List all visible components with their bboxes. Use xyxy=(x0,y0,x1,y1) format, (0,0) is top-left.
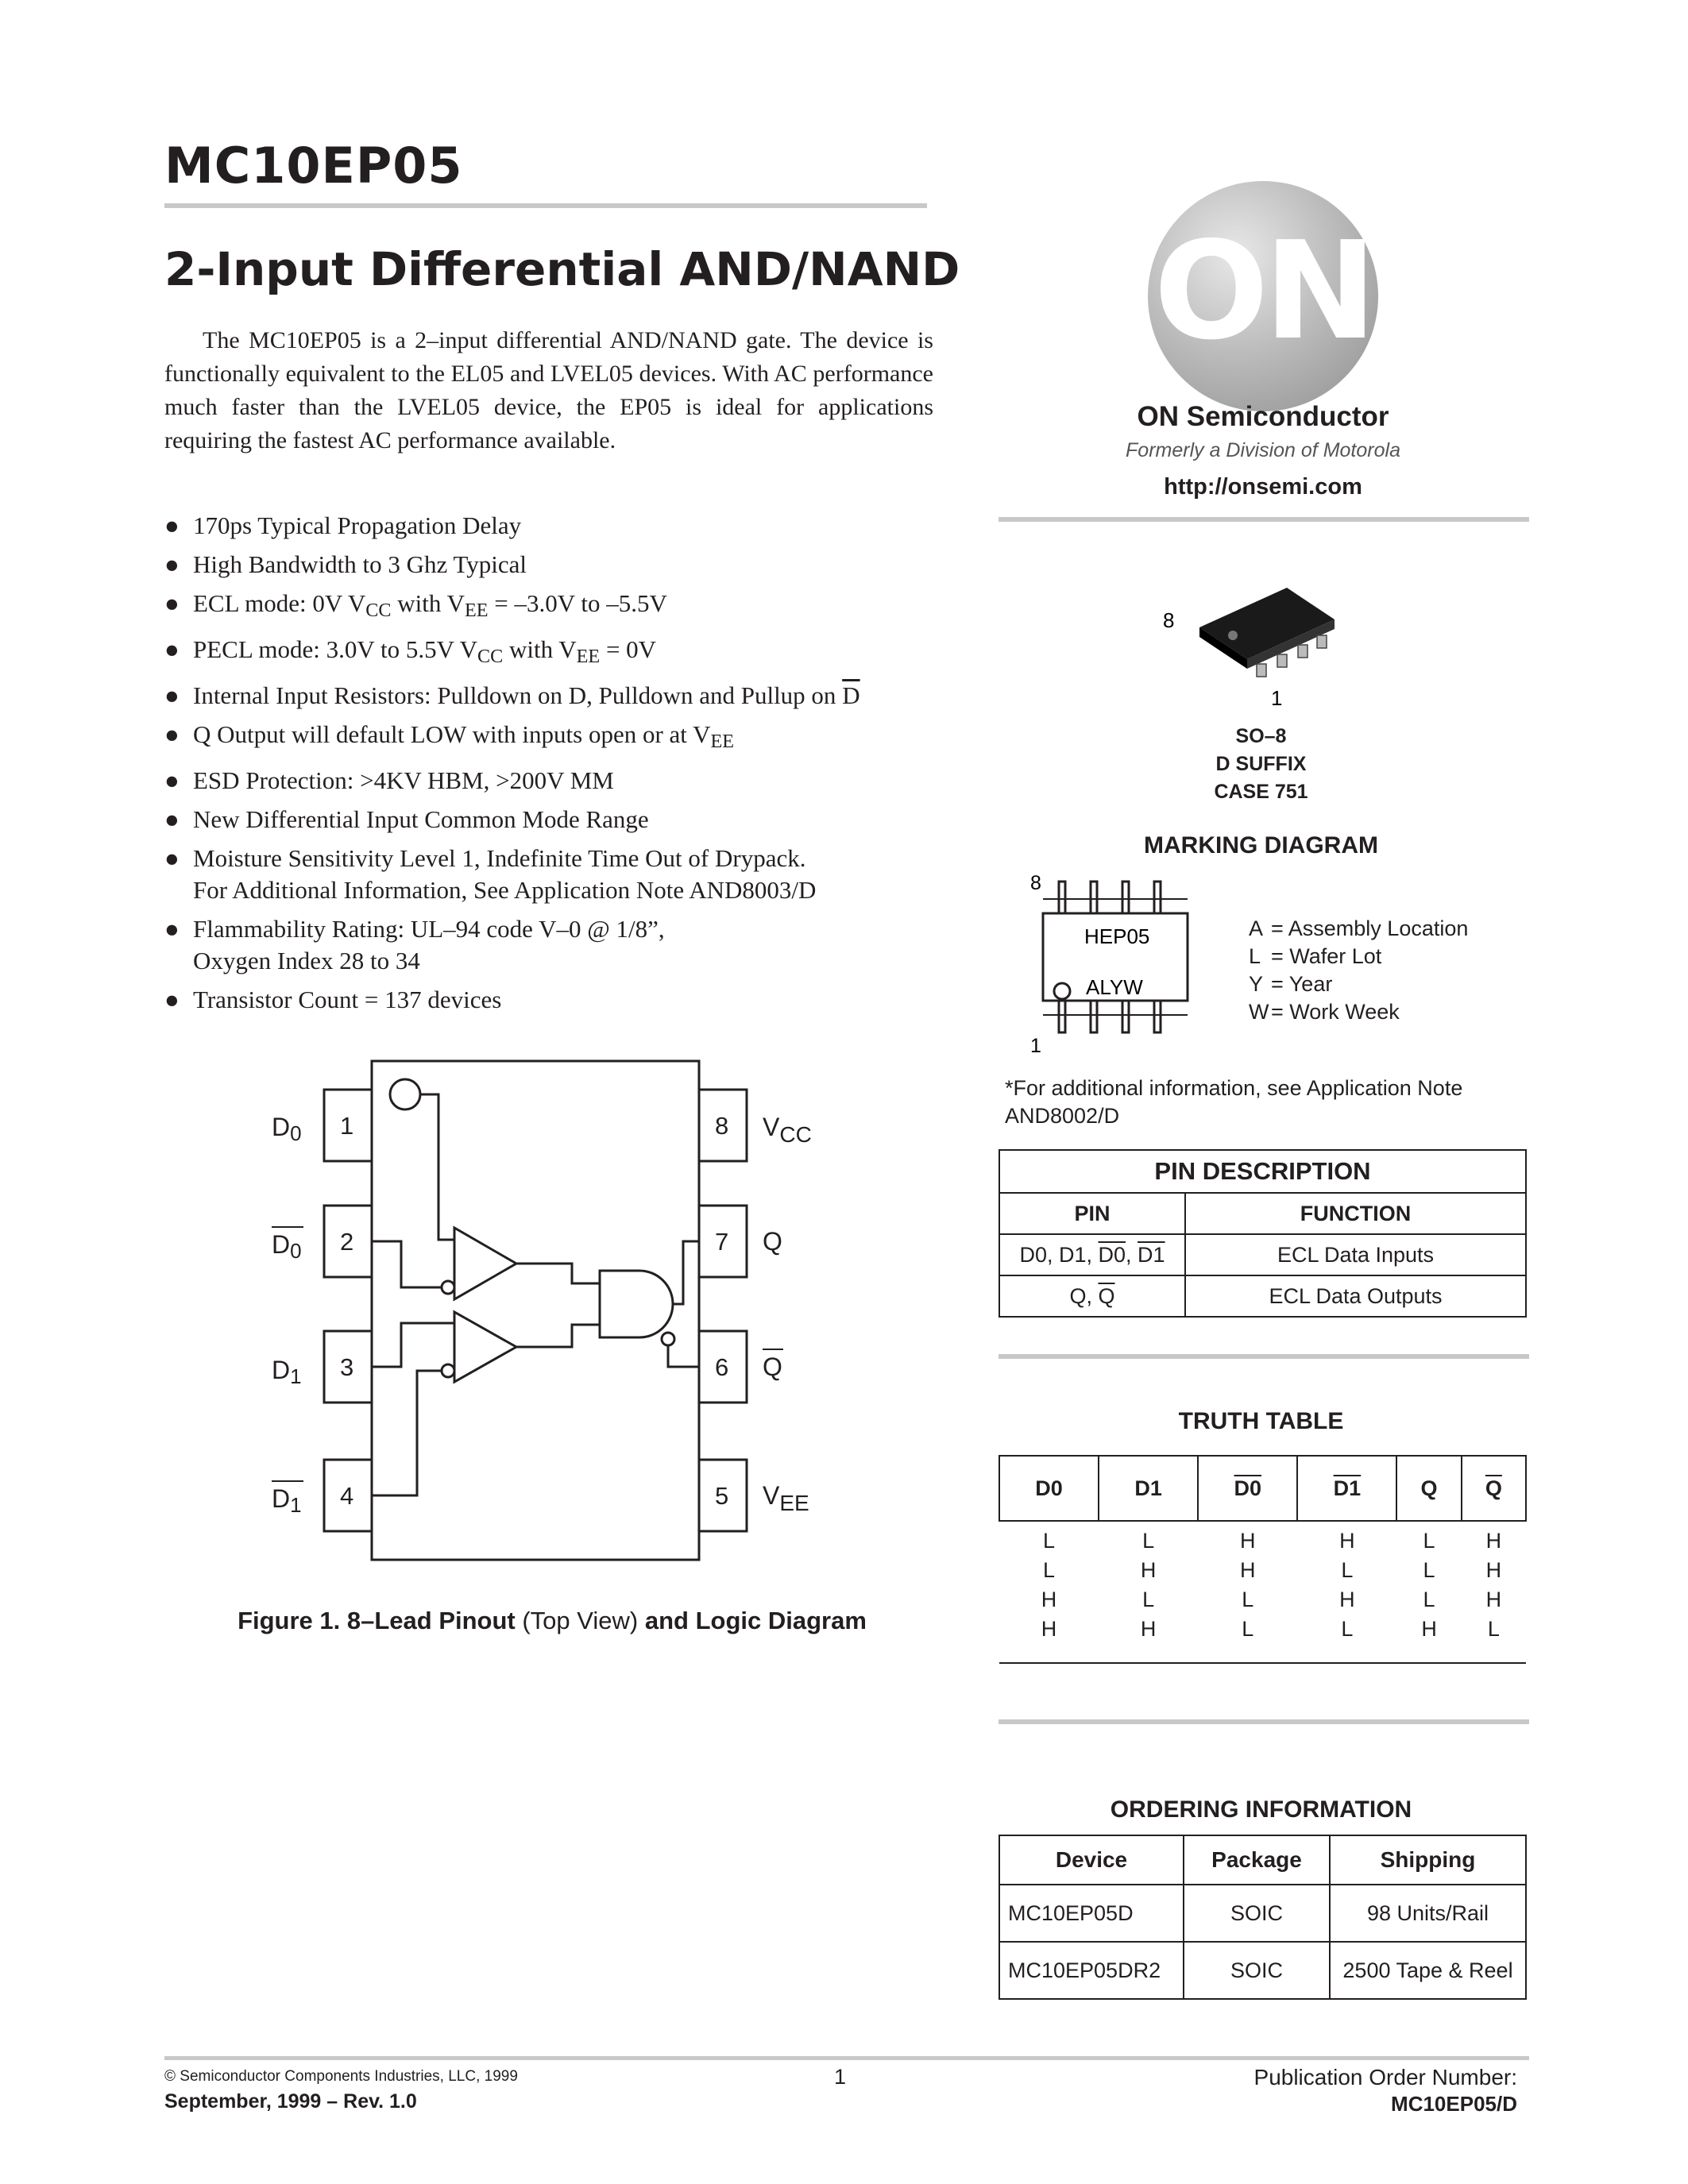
package-label: SO–8 D SUFFIX CASE 751 xyxy=(1214,725,1308,803)
marking-line-2: ALYW xyxy=(1086,975,1143,999)
list-item: ● Transistor Count = 137 devices xyxy=(164,986,502,1014)
company-name: ON Semiconductor xyxy=(1137,401,1389,432)
table-header: Package xyxy=(1184,1835,1330,1885)
pin-number: 7 xyxy=(715,1228,729,1256)
table-header: FUNCTION xyxy=(1185,1193,1526,1234)
table-header: Shipping xyxy=(1330,1835,1526,1885)
table-header: Device xyxy=(999,1835,1184,1885)
table-header: D1 xyxy=(1297,1456,1396,1521)
company-tagline: Formerly a Division of Motorola xyxy=(1126,439,1400,461)
table-header: PIN xyxy=(999,1193,1185,1234)
list-item: ● Internal Input Resistors: Pulldown on D, Pulldown and Pullup on $\overline{D}$ xyxy=(164,681,860,710)
package-pin-8: 8 xyxy=(1163,608,1175,632)
label-q: Q xyxy=(763,1227,782,1256)
figure-caption: Figure 1. 8–Lead Pinout (Top View) and Logic Diagram xyxy=(238,1607,867,1634)
pin-number: 4 xyxy=(340,1482,354,1510)
website-url[interactable]: http://onsemi.com xyxy=(1164,474,1362,500)
list-item: ● ECL mode: 0V $V_{CC}$ with $V_{EE} = -3.0V$ to –5.5V xyxy=(164,589,667,622)
list-item: ● 170ps Typical Propagation Delay xyxy=(164,511,522,539)
title-rule xyxy=(164,203,927,208)
divider xyxy=(999,1354,1529,1359)
pin-number: 1 xyxy=(340,1112,354,1140)
truth-table-title: TRUTH TABLE xyxy=(1178,1408,1344,1434)
marking-pin-1: 1 xyxy=(1030,1035,1041,1057)
copyright: © Semiconductor Components Industries, LLC, 1999 xyxy=(164,2068,518,2085)
list-item: ● New Differential Input Common Mode Range xyxy=(164,805,649,834)
footer-rule xyxy=(164,2056,1529,2060)
table-row: D0, D1, D0, D1 ECL Data Inputs xyxy=(999,1234,1526,1275)
pin-number: 8 xyxy=(715,1112,729,1140)
table-header: D1 xyxy=(1099,1456,1198,1521)
table-row: MC10EP05D SOIC 98 Units/Rail xyxy=(999,1885,1526,1942)
marking-pin-8: 8 xyxy=(1030,874,1041,894)
publication-label: Publication Order Number: xyxy=(1253,2065,1517,2089)
table-row: MC10EP05DR2 SOIC 2500 Tape & Reel xyxy=(999,1942,1526,1999)
marking-title: MARKING DIAGRAM xyxy=(1144,832,1378,859)
table-row: Q, $\overline{Q}$ ECL Data Outputs xyxy=(999,1275,1526,1317)
label-q-bar: Q xyxy=(763,1352,782,1381)
label-vcc: VCC xyxy=(763,1113,812,1147)
so8-package-icon xyxy=(1152,564,1358,715)
pin-number: 5 xyxy=(715,1482,729,1510)
pin-number: 6 xyxy=(715,1353,729,1381)
marking-line-1: HEP05 xyxy=(1084,924,1150,948)
divider xyxy=(999,1719,1529,1724)
on-logo xyxy=(1148,181,1378,411)
pin-number: 2 xyxy=(340,1228,354,1256)
label-d0: D0 xyxy=(272,1113,302,1145)
table-header: $\overline{Q}$ xyxy=(1462,1456,1526,1521)
marking-diagram xyxy=(1029,874,1203,1064)
feature-list xyxy=(164,510,951,1023)
table-row: L L H H L H L H H H L L H L H L L L L H H H H L xyxy=(999,1521,1526,1663)
legend-item: L = Wafer Lot xyxy=(1249,944,1382,968)
label-vee: VEE xyxy=(763,1481,809,1515)
list-item: ● Flammability Rating: UL–94 code V–0 @ 1/8”, Oxygen Index 28 to 34 xyxy=(164,915,665,975)
table-header: Q xyxy=(1396,1456,1461,1521)
page-number: 1 xyxy=(834,2065,847,2089)
ordering-title: ORDERING INFORMATION xyxy=(1110,1796,1412,1823)
list-item: ● PECL mode: 3.0V to 5.5V $V_{CC}$ with $V_{EE} = 0V$ xyxy=(164,635,657,668)
marking-note: *For additional information, see Application Note AND8002/D xyxy=(1005,1076,1463,1128)
legend-item: W= Work Week xyxy=(1249,1000,1400,1024)
revision-date: September, 1999 – Rev. 1.0 xyxy=(164,2090,417,2113)
table-header: D0 xyxy=(999,1456,1099,1521)
ordering-table xyxy=(999,1835,1527,2000)
list-item: ● Moisture Sensitivity Level 1, Indefinite Time Out of Drypack. For Additional Information, See Application Note AND8003/D xyxy=(164,844,817,905)
truth-table xyxy=(999,1455,1527,1664)
table-title: PIN DESCRIPTION xyxy=(999,1150,1526,1193)
label-d1-bar: D1 xyxy=(272,1484,302,1517)
label-d1: D1 xyxy=(272,1356,302,1388)
list-item: ● Q Output will default LOW with inputs open or at $V_{EE}$ xyxy=(164,720,735,753)
intro-paragraph: The MC10EP05 is a 2–input differential AND/NAND gate. The device is functionally equivalent to the EL05 and LVEL05 devices. With AC performance much faster than the LVEL05 device, the EP05 is ideal for applications requiring the fastest AC performance available. xyxy=(164,327,933,453)
table-header: D0 xyxy=(1198,1456,1297,1521)
page-title: 2-Input Differential AND/NAND xyxy=(164,242,960,296)
list-item: ● High Bandwidth to 3 Ghz Typical xyxy=(164,550,527,578)
part-number: MC10EP05 xyxy=(164,137,463,195)
package-pin-1: 1 xyxy=(1271,686,1283,710)
marking-legend xyxy=(1249,915,1468,1026)
label-d0-bar: D0 xyxy=(272,1230,302,1263)
publication-number: MC10EP05/D xyxy=(1391,2092,1517,2116)
pinout-logic-diagram xyxy=(238,1040,874,1580)
logo-text: ON xyxy=(1153,213,1373,370)
legend-item: Y = Year xyxy=(1249,972,1333,996)
legend-item: A = Assembly Location xyxy=(1249,916,1469,940)
pin-number: 3 xyxy=(340,1353,354,1381)
list-item: ● ESD Protection: >4KV HBM, >200V MM xyxy=(164,766,614,795)
pin-description-table xyxy=(999,1149,1527,1318)
divider xyxy=(999,517,1529,522)
